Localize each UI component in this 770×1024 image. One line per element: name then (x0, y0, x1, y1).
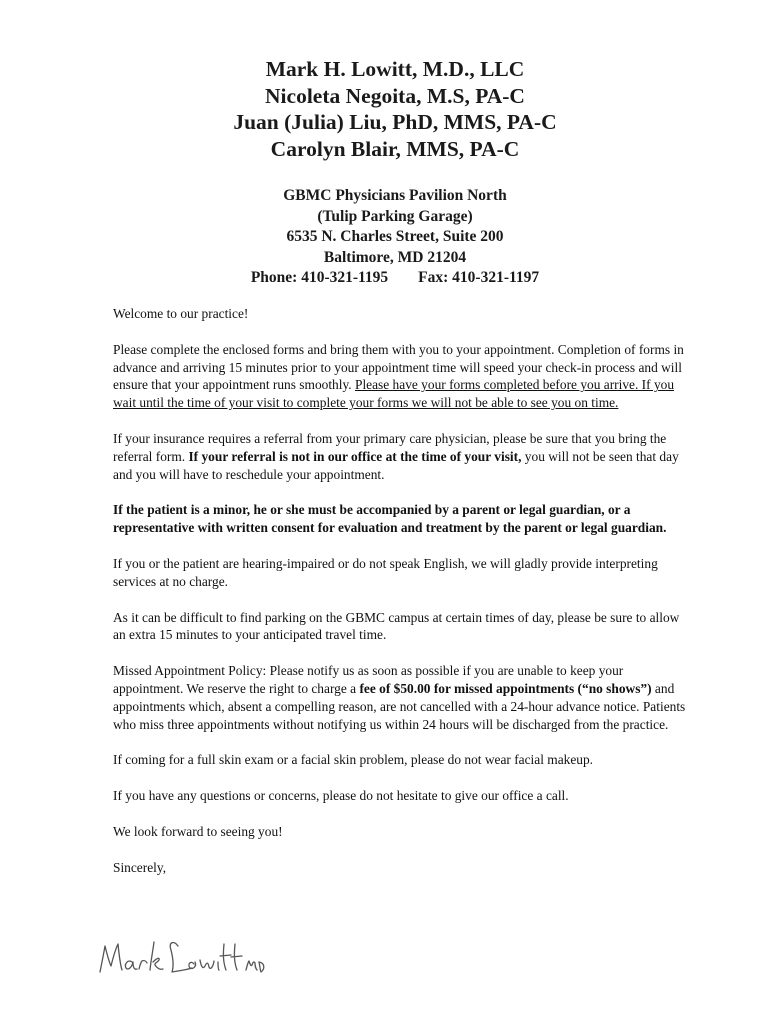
contact-line (0, 268, 770, 289)
address-line: (Tulip Parking Garage) (317, 207, 473, 225)
referral-warning: If your referral is not in our office at the time of your visit, (188, 448, 522, 464)
phone-number: Phone: 410-321-1195 (250, 269, 389, 286)
forms-text: Please complete the enclosed forms and bring them with you to your appointment. Completion of forms in advance and arriving 15 minutes prior to your appointment time will speed your check-in process and will ensure that your appointment runs smoothly. (113, 341, 684, 393)
address-line: 6535 N. Charles Street, Suite 200 (286, 228, 504, 245)
handwritten-signature (96, 932, 266, 980)
referral-paragraph (113, 430, 688, 483)
referral-text-end: you will not be seen that day and you will have to reschedule your appointment. (113, 448, 679, 482)
missed-policy-text: Missed Appointment Policy: Please notify us as soon as possible if you are unable to keep your appointment. We reserve the right to charge a (113, 663, 624, 696)
closing-line: We look forward to seeing you! (113, 823, 283, 839)
interpreting-paragraph: If you or the patient are hearing-impaired or do not speak English, we will gladly provide interpreting services at no charge. (113, 555, 658, 589)
provider-name: Nicoleta Negoita, M.S, PA-C (265, 83, 525, 108)
address-line: Baltimore, MD 21204 (323, 248, 467, 266)
provider-name: Mark H. Lowitt, M.D., LLC (265, 57, 525, 81)
makeup-paragraph: If coming for a full skin exam or a facial skin problem, please do not wear facial makeup. (113, 752, 594, 768)
provider-name: Juan (Julia) Liu, PhD, MMS, PA-C (233, 110, 557, 134)
forms-paragraph (113, 341, 688, 412)
missed-fee: fee of $50.00 for missed appointments (“no shows”) (359, 680, 652, 696)
welcome-line: Welcome to our practice! (113, 306, 249, 321)
provider-name: Carolyn Blair, MMS, PA-C (270, 136, 520, 161)
letter-body (113, 305, 688, 895)
missed-policy-text-end: and appointments which, absent a compelling reason, are not cancelled with a 24-hour advance notice. Patients who miss three appointments without notifying us within 24 hours will be discharged from the practice. (113, 680, 686, 732)
forms-warning: Please have your forms completed before you arrive. If you wait until the time of your visit to complete your forms we will not be able to see you on time. (113, 377, 675, 411)
referral-text: If your insurance requires a referral from your primary care physician, please be sure that you bring the referral form. (113, 430, 667, 464)
minor-paragraph: If the patient is a minor, he or she must be accompanied by a parent or legal guardian, or a representative with written consent for evaluation and treatment by the parent or legal guardian. (113, 502, 667, 536)
questions-paragraph: If you have any questions or concerns, please do not hesitate to give our office a call. (113, 788, 569, 804)
parking-paragraph: As it can be difficult to find parking on the GBMC campus at certain times of day, please be sure to allow an extra 15 minutes to your anticipated travel time. (113, 609, 680, 643)
provider-names (0, 56, 770, 162)
sign-off: Sincerely, (113, 859, 167, 875)
address-line: GBMC Physicians Pavilion North (283, 187, 507, 204)
fax-number: Fax: 410-321-1197 (418, 269, 540, 286)
practice-address (0, 186, 770, 289)
missed-appointment-paragraph (113, 662, 688, 733)
